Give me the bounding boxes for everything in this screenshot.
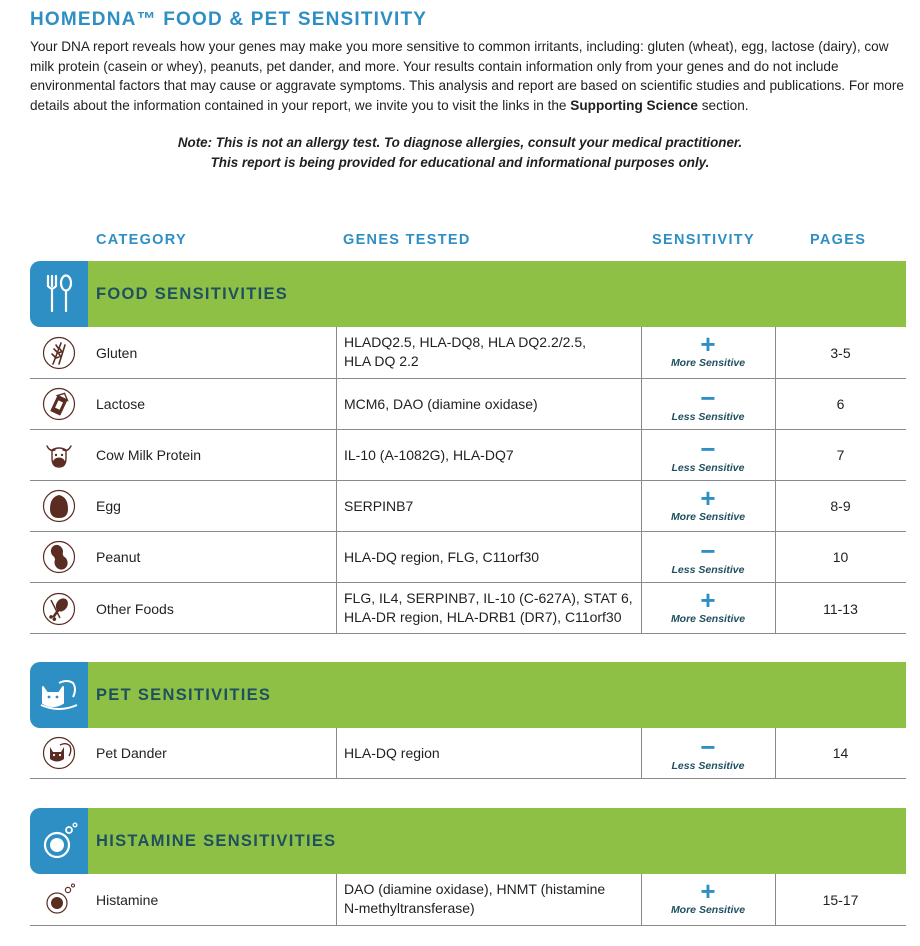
intro-tail: section. xyxy=(697,97,749,113)
category-label: Cow Milk Protein xyxy=(96,447,202,463)
sensitivity-cell xyxy=(641,434,775,474)
sensitivity-label: More Sensitive xyxy=(670,613,746,625)
column-divider xyxy=(336,379,337,429)
column-divider xyxy=(336,481,337,531)
table-row xyxy=(30,583,906,634)
supporting-science-link: Supporting Science xyxy=(570,97,698,113)
column-divider xyxy=(336,430,337,480)
note-line-2: This report is being provided for educational and informational purposes only. xyxy=(210,155,710,170)
pages-cell: 11-13 xyxy=(823,601,858,617)
sensitivity-label: Less Sensitive xyxy=(671,462,745,474)
sensitivity-label: More Sensitive xyxy=(670,904,746,916)
pages-cell: 10 xyxy=(832,549,849,565)
column-divider xyxy=(336,583,337,633)
category-label: Egg xyxy=(96,498,121,514)
minus-icon: − xyxy=(700,732,716,762)
sensitivity-cell xyxy=(641,483,775,523)
intro-paragraph xyxy=(30,37,912,115)
pages-cell: 15-17 xyxy=(822,892,859,908)
sensitivity-label: More Sensitive xyxy=(670,511,746,523)
category-label: Other Foods xyxy=(96,601,174,617)
pages-cell: 7 xyxy=(836,447,845,463)
cow-icon xyxy=(42,438,76,472)
pages-cell: 8-9 xyxy=(830,498,851,514)
sensitivity-label: Less Sensitive xyxy=(671,411,745,423)
column-header-sensitivity: SENSITIVITY xyxy=(652,232,755,248)
plus-icon: + xyxy=(700,585,716,615)
drumstick-icon xyxy=(42,592,76,626)
section-title-histamine: HISTAMINE SENSITIVITIES xyxy=(96,832,337,850)
plus-icon: + xyxy=(700,483,716,513)
category-label: Gluten xyxy=(96,345,138,361)
genes-cell: DAO (diamine oxidase), HNMT (histamine N-methyltransferase) xyxy=(344,881,606,916)
peanut-icon xyxy=(42,540,76,574)
column-divider xyxy=(336,532,337,582)
cat-dog-icon xyxy=(30,662,88,728)
column-header-genes: GENES TESTED xyxy=(343,232,471,248)
histamine-bubble-icon xyxy=(30,808,88,874)
section-title-food: FOOD SENSITIVITIES xyxy=(96,285,289,303)
category-label: Pet Dander xyxy=(96,745,167,761)
genes-cell: SERPINB7 xyxy=(344,498,414,514)
page-title: HOMEDNA™ FOOD & PET SENSITIVITY xyxy=(30,9,428,30)
genes-cell: HLA-DQ region, FLG, C11orf30 xyxy=(344,549,540,565)
sensitivity-label: More Sensitive xyxy=(670,357,746,369)
sensitivity-cell xyxy=(641,732,775,772)
pages-cell: 14 xyxy=(832,745,849,761)
minus-icon: − xyxy=(700,536,716,566)
section-header-pet xyxy=(30,662,906,728)
pages-cell: 3-5 xyxy=(830,345,851,361)
table-row xyxy=(30,430,906,481)
minus-icon: − xyxy=(700,383,716,413)
table-row xyxy=(30,481,906,532)
sensitivity-cell xyxy=(641,585,775,625)
plus-icon: + xyxy=(700,876,716,906)
sensitivity-cell xyxy=(641,329,775,369)
sensitivity-cell xyxy=(641,383,775,423)
category-label: Histamine xyxy=(96,892,159,908)
column-divider xyxy=(336,327,337,378)
genes-cell: HLA-DQ region xyxy=(344,745,440,761)
section-header-histamine xyxy=(30,808,906,874)
genes-cell: FLG, IL4, SERPINB7, IL-10 (C-627A), STAT 6, HLA-DR region, HLA-DRB1 (DR7), C11orf30 xyxy=(344,590,633,625)
table-row xyxy=(30,728,906,779)
minus-icon: − xyxy=(700,434,716,464)
bubble-icon xyxy=(42,883,76,917)
genes-cell: HLADQ2.5, HLA-DQ8, HLA DQ2.2/2.5, HLA DQ 2.2 xyxy=(344,334,586,369)
section-header-food xyxy=(30,261,906,327)
sensitivity-label: Less Sensitive xyxy=(671,760,745,772)
sensitivity-label: Less Sensitive xyxy=(671,564,745,576)
section-title-pet: PET SENSITIVITIES xyxy=(96,686,272,704)
sensitivity-cell xyxy=(641,536,775,576)
column-divider xyxy=(336,874,337,925)
pages-cell: 6 xyxy=(836,396,845,412)
milk-carton-icon xyxy=(42,387,76,421)
category-label: Lactose xyxy=(96,396,146,412)
column-header-category: CATEGORY xyxy=(96,232,187,248)
cat-dog-small-icon xyxy=(42,736,76,770)
table-row xyxy=(30,874,906,926)
wheat-icon xyxy=(42,336,76,370)
plus-icon: + xyxy=(700,329,716,359)
table-row xyxy=(30,532,906,583)
egg-icon xyxy=(42,489,76,523)
column-divider xyxy=(336,728,337,778)
genes-cell: MCM6, DAO (diamine oxidase) xyxy=(344,396,538,412)
note-line-1: Note: This is not an allergy test. To diagnose allergies, consult your medical practitioner. xyxy=(177,135,743,150)
intro-text: Your DNA report reveals how your genes may make you more sensitive to common irritants, including: gluten (wheat), egg, lactose (dairy), cow milk protein (casein or whey), peanuts, pet dander, and more. Your results contain information only from your genes and do not include environmental factors that may cause or aggravate symptoms. This analysis and report are based on scientific studies and publications. For more details about the information contained in your report, we invite you to visit the links in the xyxy=(30,39,904,113)
fork-spoon-icon xyxy=(30,261,88,327)
table-row xyxy=(30,327,906,379)
category-label: Peanut xyxy=(96,549,141,565)
genes-cell: IL-10 (A-1082G), HLA-DQ7 xyxy=(344,447,514,463)
sensitivity-cell xyxy=(641,876,775,916)
table-row xyxy=(30,379,906,430)
column-header-pages: PAGES xyxy=(810,232,867,248)
